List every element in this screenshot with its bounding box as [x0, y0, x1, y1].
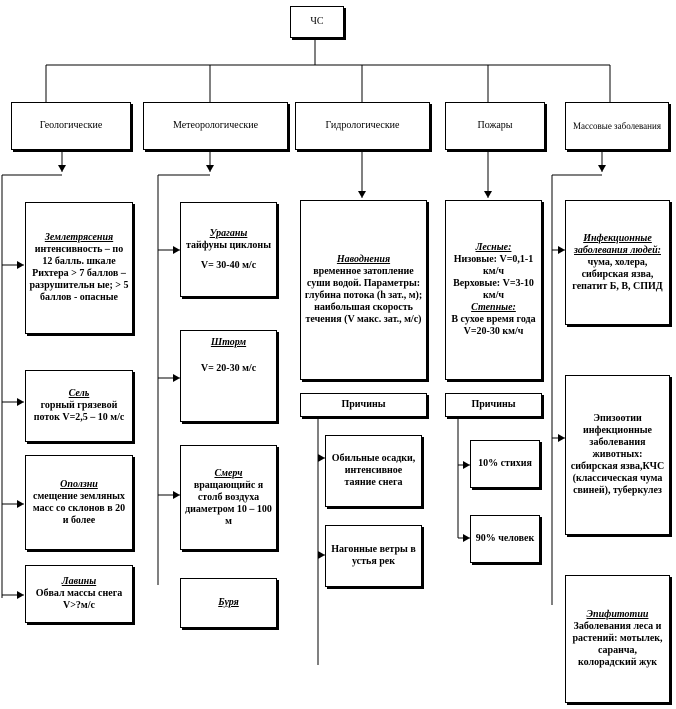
category-label: Гидрологические: [325, 120, 400, 131]
floods-heading: Наводнения: [336, 254, 391, 265]
ground-fires-text: Низовые: V=0,1-1 км/ч: [453, 254, 534, 277]
root-label: ЧС: [310, 16, 324, 27]
avalanches-heading: Лавины: [61, 576, 97, 587]
avalanches-text: Обвал массы снега V>?м/с: [35, 588, 123, 611]
hydro-causes-label: Причины: [341, 399, 386, 410]
hurricanes-text: тайфуны циклоны: [186, 239, 271, 251]
category-hydrological: [295, 102, 430, 150]
fires-types-box: [445, 200, 542, 380]
category-label: Массовые заболевания: [573, 120, 661, 131]
steppe-fires-heading: Степные:: [471, 302, 516, 313]
hydro-cause-precipitation: Обильные осадки, интенсивное таяние снега: [331, 453, 416, 488]
hydro-cause-precipitation-box: [325, 435, 422, 507]
category-label: Метеорологические: [172, 120, 259, 131]
fire-cause-human-box: [470, 515, 540, 563]
category-fires: [445, 102, 545, 150]
landslides-text: смещение земляных масс со склонов в 20 и более: [32, 490, 126, 526]
storm-box: [180, 330, 277, 422]
earthquakes-box: [25, 202, 133, 334]
fire-cause-nature: 10% стихия: [478, 458, 532, 469]
fire-cause-nature-box: [470, 440, 540, 488]
earthquakes-heading: Землетрясения: [44, 232, 114, 243]
root-node: [290, 6, 344, 38]
tornado-text: вращающийс я столб воздуха диаметром 10 – 100 м: [185, 479, 272, 527]
category-geological: [11, 102, 131, 150]
floods-box: [300, 200, 427, 380]
forest-fires-heading: Лесные:: [475, 242, 512, 253]
storm-heading: Шторм: [210, 337, 247, 348]
tempest-heading: Буря: [218, 597, 239, 608]
epidemics-text: чума, холера, сибирская язва, гепатит Б, В, СПИД: [572, 256, 663, 292]
hydro-cause-winds-box: [325, 525, 422, 587]
tempest-box: [180, 578, 277, 628]
hurricanes-box: [180, 202, 277, 297]
epiphytotics-box: [565, 575, 670, 703]
fire-cause-human: 90% человек: [475, 533, 535, 544]
mudflow-heading: Сель: [68, 388, 90, 399]
crown-fires-text: Верховые: V=3-10 км/ч: [453, 278, 534, 301]
epiphytotics-heading: Эпифитотии: [586, 609, 649, 620]
category-label: Пожары: [477, 120, 513, 131]
hurricanes-speed: V= 30-40 м/с: [200, 259, 257, 271]
mudflow-box: [25, 370, 133, 442]
epizootics-text: Эпизоотии инфекционные заболевания животных: сибирская язва,КЧС (классическая чума свиней), туберкулез: [570, 413, 665, 496]
category-label: Геологические: [39, 120, 103, 131]
tornado-heading: Смерч: [214, 467, 243, 479]
earthquakes-text: интенсивность – по 12 балль. шкале Рихтера > 7 баллов – разрушительн ые; > 5 баллов - опасные: [29, 244, 129, 303]
avalanches-box: [25, 565, 133, 623]
epidemics-box: [565, 200, 670, 325]
landslides-box: [25, 455, 133, 550]
fire-causes-box: [445, 393, 542, 417]
epidemics-heading: Инфекционные заболевания людей:: [574, 232, 661, 256]
category-meteorological: [143, 102, 288, 150]
epiphytotics-text: Заболевания леса и растений: мотылек, саранча, колорадский жук: [572, 621, 663, 668]
category-mass-diseases: [565, 102, 669, 150]
floods-text: временное затопление суши водой. Параметры: глубина потока (h зат., м); наибольшая скорость течения (V макс. зат., м/с): [304, 266, 423, 325]
hydro-causes-box: [300, 393, 427, 417]
storm-text: V= 20-30 м/с: [200, 363, 257, 374]
hurricanes-heading: Ураганы: [209, 227, 248, 239]
fire-causes-label: Причины: [471, 399, 516, 410]
epizootics-box: [565, 375, 670, 535]
tornado-box: [180, 445, 277, 550]
landslides-heading: Оползни: [60, 478, 98, 490]
hydro-cause-winds: Нагонные ветры в устья рек: [331, 544, 416, 567]
mudflow-text: горный грязевой поток V=2,5 – 10 м/с: [33, 400, 125, 423]
steppe-fires-text: В сухое время года V=20-30 км/ч: [451, 314, 536, 337]
